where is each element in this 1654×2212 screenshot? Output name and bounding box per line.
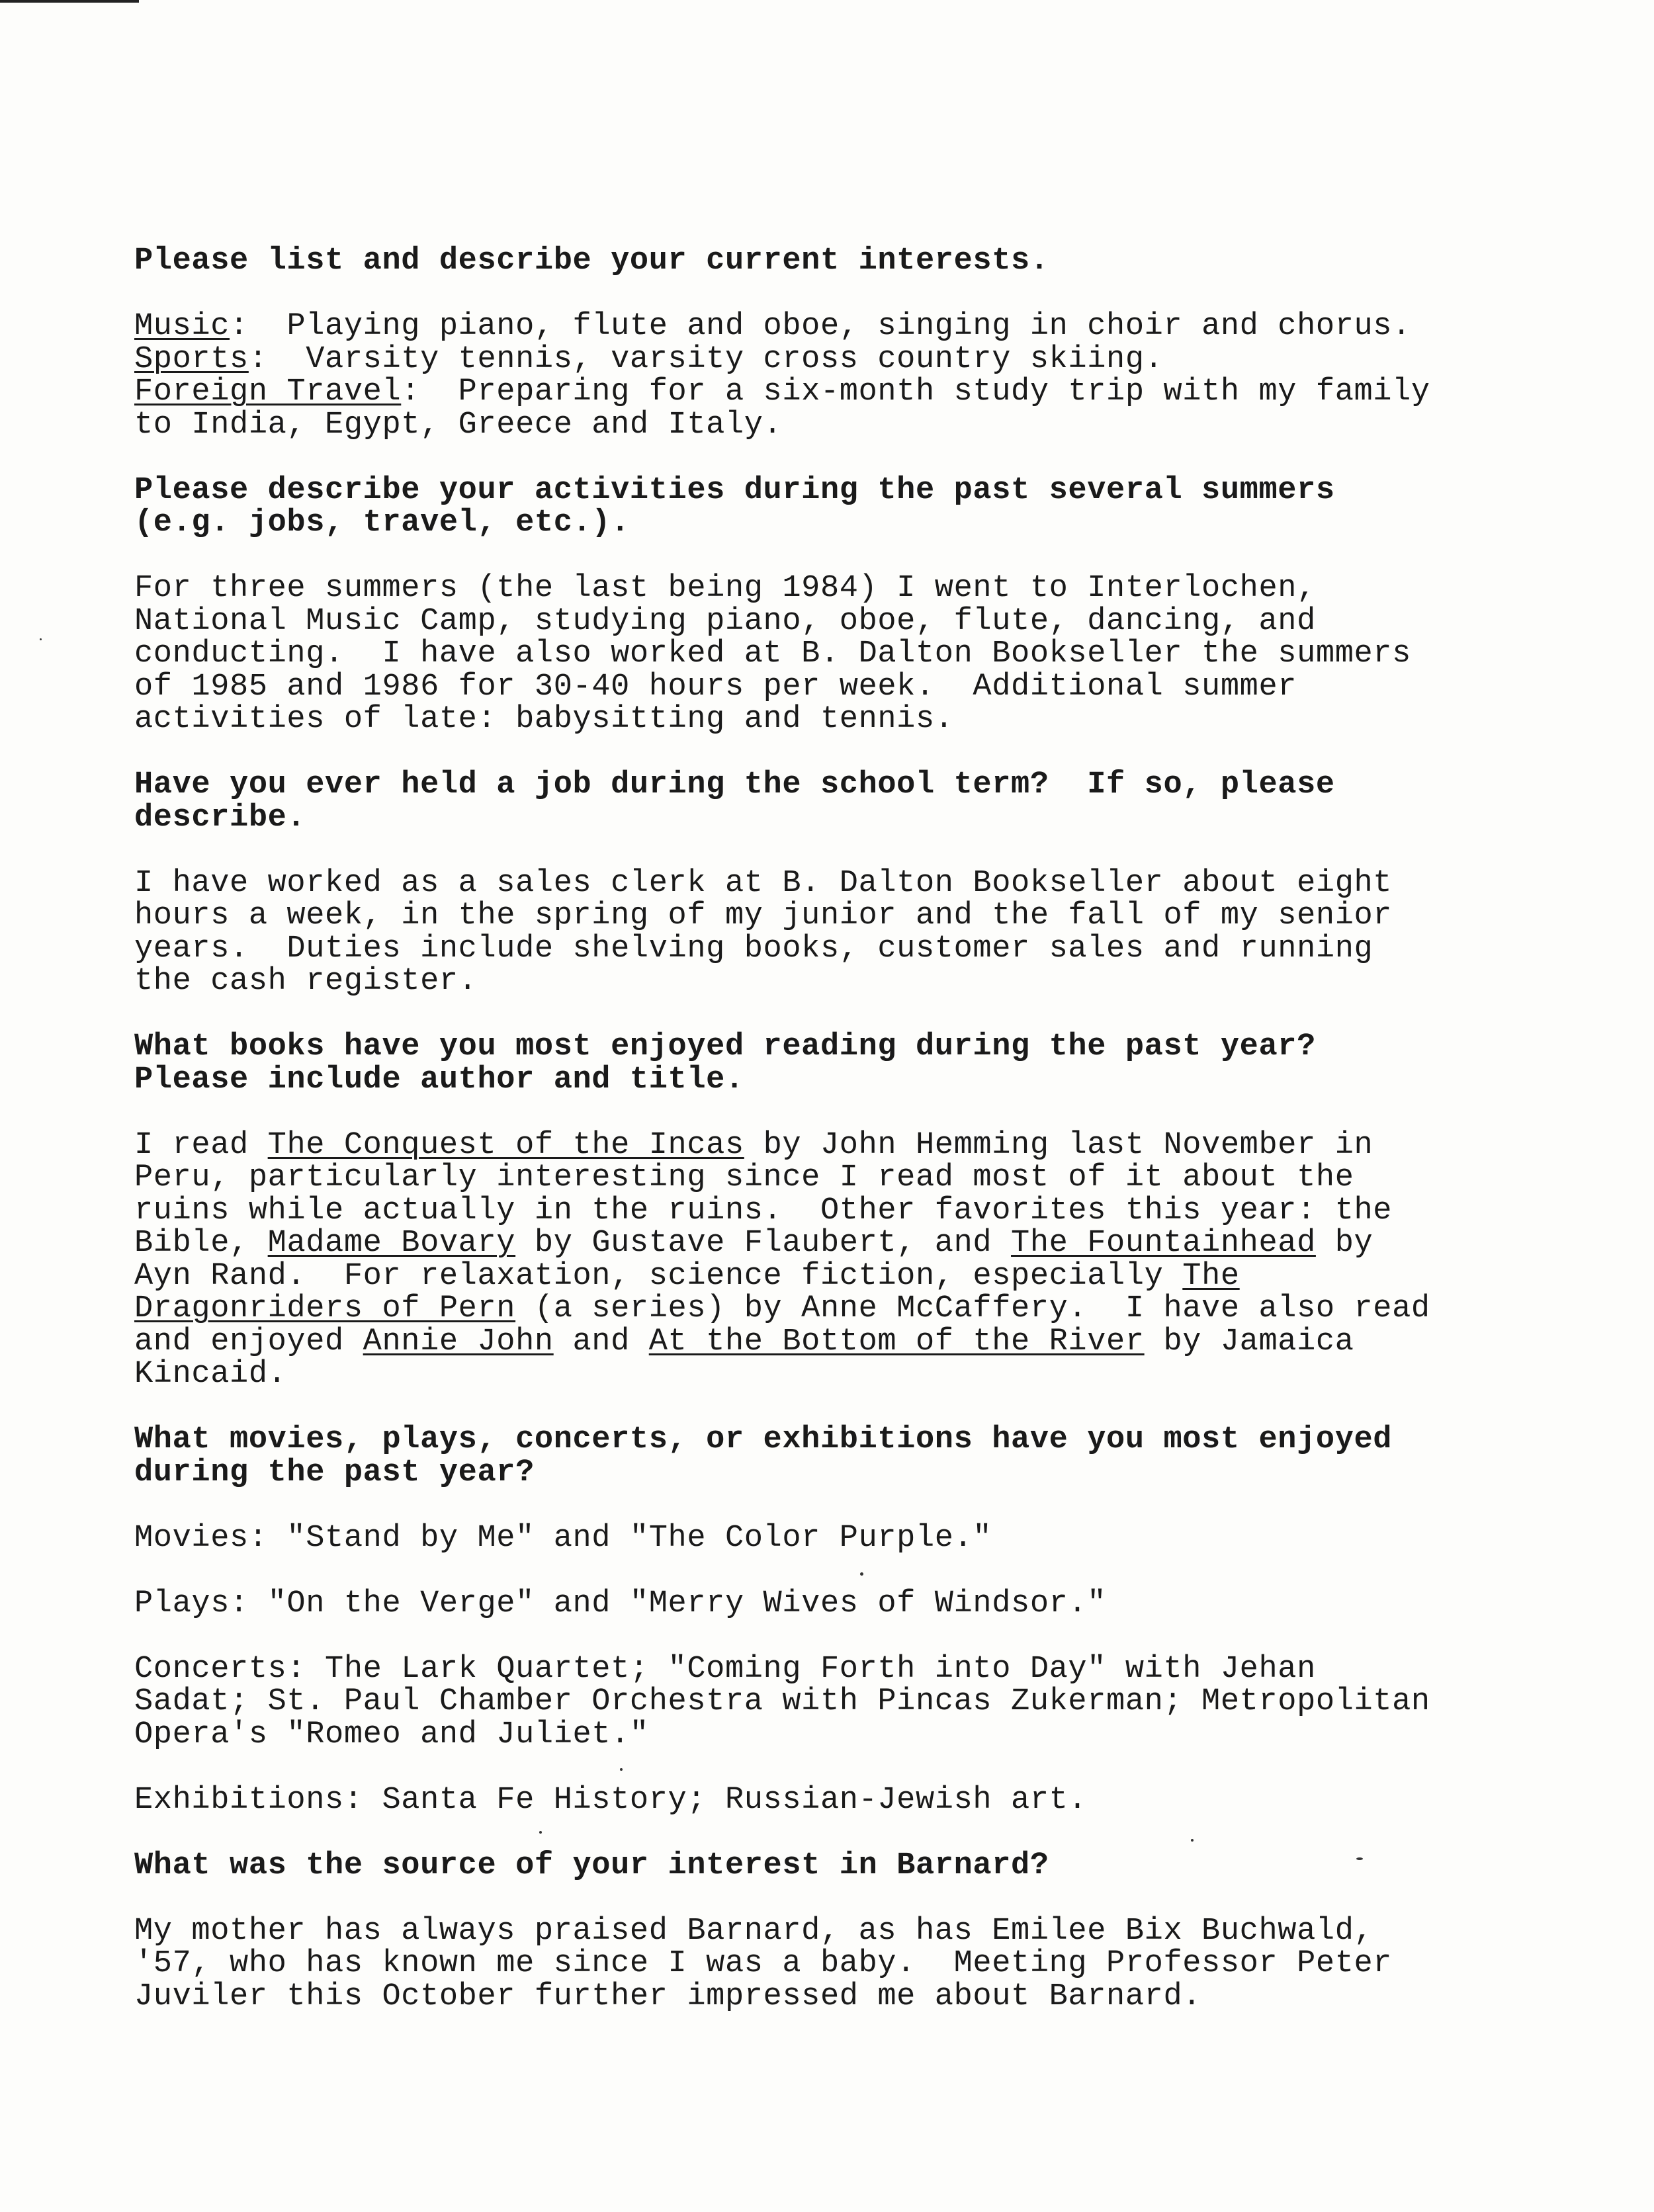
answer-exhibitions [134,1784,1510,1817]
answer-movies [134,1522,1510,1555]
answer-line [134,1260,1510,1293]
answer-line: '57, who has known me since I was a baby. Meeting Professor Peter [134,1946,1393,1981]
answer-line: of 1985 and 1986 for 30-40 hours per week. Additional summer [134,669,1297,704]
question-school-job-line: Have you ever held a job during the school term? If so, please [134,767,1335,802]
scan-speck [1356,1857,1363,1860]
book-title: The Fountainhead [1011,1226,1316,1261]
answer-interests [134,310,1510,441]
answer-line: hours a week, in the spring of my junior and the fall of my senior [134,898,1393,933]
question-barnard-text: What was the source of your interest in Barnard? [134,1848,1049,1883]
text-run: by Gustave Flaubert, and [515,1226,1012,1261]
question-books-line: Please include author and title. [134,1062,744,1097]
answer-line: Concerts: The Lark Quartet; "Coming Forth into Day" with Jehan [134,1651,1316,1687]
scan-speck [539,1831,542,1834]
question-books-line: What books have you most enjoyed reading during the past year? [134,1029,1316,1064]
interest-music [134,310,1510,343]
answer-barnard [134,1915,1510,2014]
text-run: and enjoyed [134,1324,363,1359]
music-label: Music [134,309,230,344]
answer-line: conducting. I have also worked at B. Dalton Bookseller the summers [134,636,1411,671]
answer-line [134,1326,1510,1359]
text-run: by Jamaica [1144,1324,1354,1359]
question-summers-line: Please describe your activities during the past several summers [134,472,1335,508]
book-title: Dragonriders of Pern [134,1291,516,1326]
travel-text: : Preparing for a six-month study trip with my family [401,374,1430,409]
answer-line [134,1293,1510,1326]
answer-line: Juviler this October further impressed me about Barnard. [134,1978,1202,2014]
answer-line: I have worked as a sales clerk at B. Dalton Bookseller about eight [134,865,1393,901]
sports-text: : Varsity tennis, varsity cross country skiing. [248,341,1164,377]
book-title: Madame Bovary [267,1226,516,1261]
travel-label: Foreign Travel [134,374,402,409]
music-text: : Playing piano, flute and oboe, singing in choir and chorus. [230,309,1411,344]
answer-line: ruins while actually in the ruins. Other favorites this year: the [134,1193,1393,1228]
sports-label: Sports [134,341,249,377]
book-title: At the Bottom of the River [648,1324,1145,1359]
answer-plays [134,1588,1510,1621]
scan-speck [1191,1839,1194,1842]
book-title: Annie John [363,1324,554,1359]
scan-speck [620,1768,623,1771]
question-events-line: during the past year? [134,1455,535,1490]
text-run: Ayn Rand. For relaxation, science fiction, especially [134,1258,1183,1294]
answer-line: For three summers (the last being 1984) I went to Interlochen, [134,571,1316,606]
answer-line [134,1227,1510,1260]
text-run: Bible, [134,1226,268,1261]
answer-line: National Music Camp, studying piano, oboe, flute, dancing, and [134,603,1316,639]
question-school-job-line: describe. [134,800,306,835]
answer-line: Opera's "Romeo and Juliet." [134,1717,649,1752]
question-interests [134,245,1510,278]
interest-sports [134,343,1510,376]
text-run: I read [134,1127,268,1163]
answer-line: Plays: "On the Verge" and "Merry Wives of Windsor." [134,1586,1107,1621]
scan-speck [40,638,42,640]
answer-summers [134,572,1510,736]
text-run: and [553,1324,649,1359]
travel-text-continued: to India, Egypt, Greece and Italy. [134,407,783,443]
answer-line: Sadat; St. Paul Chamber Orchestra with Pincas Zukerman; Metropolitan [134,1684,1430,1719]
answer-line: Peru, particularly interesting since I read most of it about the [134,1160,1354,1195]
answer-books [134,1129,1510,1391]
answer-line: the cash register. [134,964,478,999]
answer-line: My mother has always praised Barnard, as has Emilee Bix Buchwald, [134,1913,1373,1949]
question-books [134,1031,1510,1096]
answer-line: Exhibitions: Santa Fe History; Russian-Jewish art. [134,1782,1088,1818]
book-title: The [1182,1258,1240,1294]
question-events-line: What movies, plays, concerts, or exhibitions have you most enjoyed [134,1422,1393,1457]
text-run: by [1315,1226,1373,1261]
question-school-job [134,769,1510,834]
answer-school-job [134,867,1510,998]
text-run: by John Hemming last November in [744,1127,1373,1163]
question-summers [134,474,1510,540]
question-interests-text: Please list and describe your current interests. [134,243,1049,278]
answer-line: Kincaid. [134,1357,287,1392]
answer-line: activities of late: babysitting and tennis. [134,702,954,737]
book-title: The Conquest of the Incas [267,1127,744,1163]
answer-line: Movies: "Stand by Me" and "The Color Purple." [134,1520,992,1556]
top-edge-rule [0,0,139,3]
question-events [134,1424,1510,1489]
questionnaire-page [134,245,1510,2013]
question-barnard [134,1850,1510,1883]
answer-concerts [134,1653,1510,1752]
interest-travel [134,376,1510,409]
answer-line [134,1129,1510,1162]
answer-line: years. Duties include shelving books, customer sales and running [134,931,1373,966]
scan-speck [860,1572,863,1576]
text-run: (a series) by Anne McCaffery. I have also read [515,1291,1430,1326]
question-summers-line: (e.g. jobs, travel, etc.). [134,505,630,540]
